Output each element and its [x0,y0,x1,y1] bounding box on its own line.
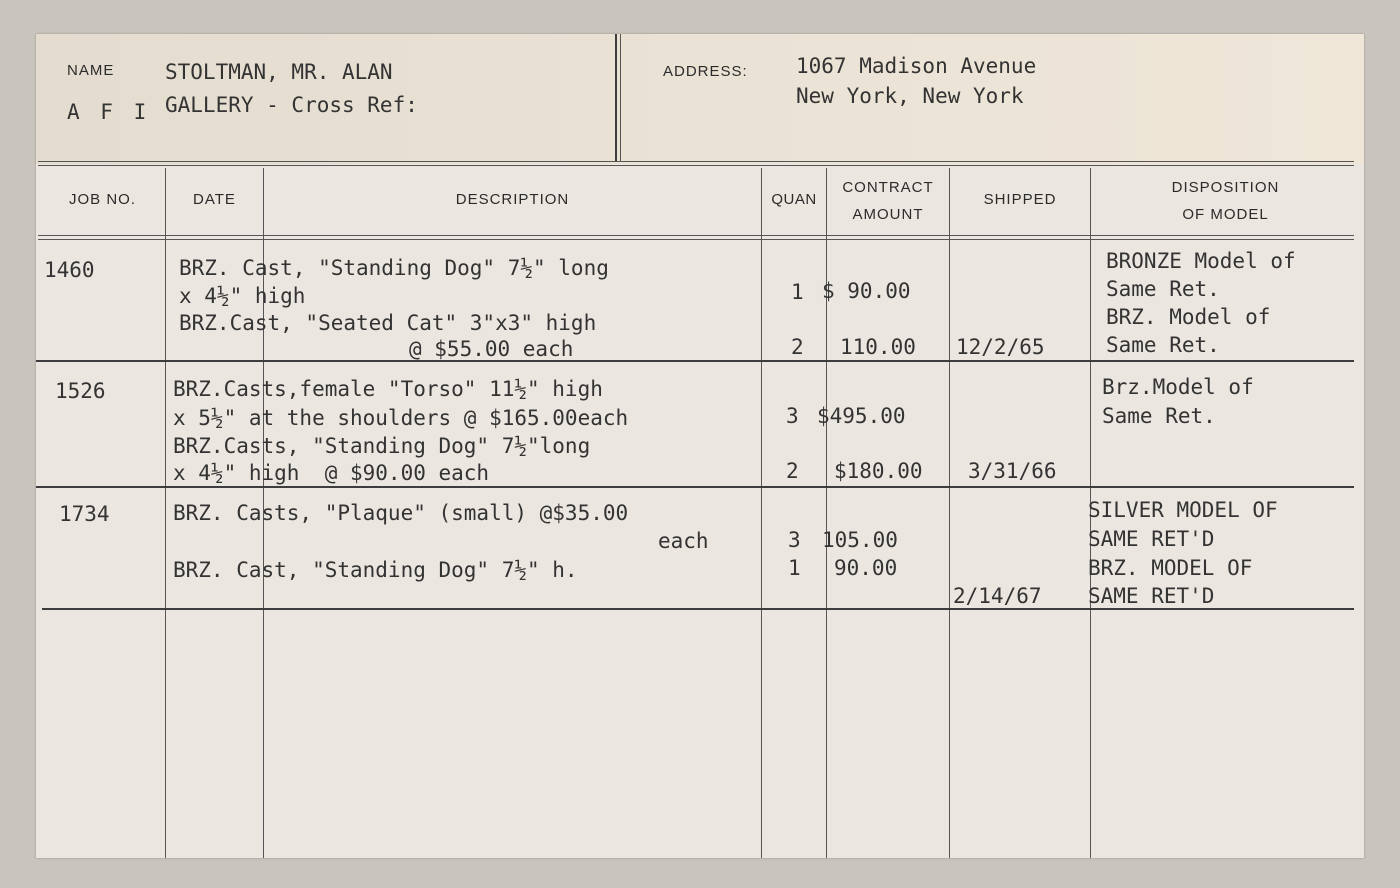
description-line: x 4½" high [179,284,306,308]
disposition-line: BRZ. MODEL OF [1088,556,1253,580]
quantity: 1 [791,280,804,304]
divider-job-date [165,168,166,858]
quantity: 3 [788,528,801,552]
disposition-line: SAME RET'D [1088,527,1215,551]
disposition-line: BRZ. Model of [1106,305,1271,329]
description-line: BRZ. Cast, "Standing Dog" 7½" h. [173,558,578,582]
shipped-date: 2/14/67 [953,584,1042,608]
column-disposition-1: DISPOSITION [1171,179,1280,196]
disposition-line: SAME RET'D [1088,584,1215,608]
description-line: BRZ. Cast, "Standing Dog" 7½" long [179,256,609,280]
quantity: 3 [786,404,799,428]
name-label: NAME [67,62,115,79]
address-label: ADDRESS: [663,63,748,80]
description-line: BRZ.Casts,female "Torso" 11½" high [173,377,603,401]
column-shipped: SHIPPED [983,191,1057,208]
shipped-date: 3/31/66 [968,459,1057,483]
column-contract-amount-2: AMOUNT [852,206,924,223]
divider-quan-amount [826,168,827,858]
description-line: BRZ.Casts, "Standing Dog" 7½"long [173,434,591,458]
description-line: each [658,529,709,553]
disposition-line: BRONZE Model of [1106,249,1296,273]
row-separator-3 [42,608,1354,610]
contract-amount: 90.00 [834,556,898,580]
contract-amount: 110.00 [840,335,916,359]
quantity: 2 [791,335,804,359]
description-line: BRZ. Casts, "Plaque" (small) @$35.00 [173,501,629,525]
header-rule-2 [38,165,1354,166]
column-disposition-2: OF MODEL [1182,206,1269,223]
contract-amount: $ 90.00 [822,279,911,303]
divider-desc-quan [761,168,762,858]
column-job-no: JOB NO. [68,191,136,208]
quantity: 2 [786,459,799,483]
heading-rule-2 [38,239,1354,240]
cross-ref-prefix: A F I [67,100,151,124]
quantity: 1 [788,556,801,580]
disposition-line: Same Ret. [1106,277,1220,301]
column-date: DATE [193,191,236,208]
column-contract-amount-1: CONTRACT [842,179,934,196]
header-divider-inner [620,34,621,162]
disposition-line: Same Ret. [1102,404,1216,428]
description-line: x 4½" high @ $90.00 each [173,461,490,485]
row-separator-1 [36,360,1354,362]
header-rule [38,161,1354,162]
column-quan: QUAN [771,191,817,208]
description-line: BRZ.Cast, "Seated Cat" 3"x3" high [179,311,597,335]
job-number: 1526 [55,379,106,403]
record-card [36,34,1364,858]
disposition-line: Brz.Model of [1102,375,1254,399]
job-number: 1734 [59,502,110,526]
disposition-line: Same Ret. [1106,333,1220,357]
description-line: x 5½" at the shoulders @ $165.00each [173,406,629,430]
header-divider [615,34,617,162]
contract-amount: 105.00 [822,528,898,552]
address-line1: 1067 Madison Avenue [796,54,1037,78]
cross-ref-text: GALLERY - Cross Ref: [165,93,418,117]
description-line: @ $55.00 each [409,337,574,361]
row-separator-2 [36,486,1354,488]
job-number: 1460 [44,258,95,282]
contract-amount: $180.00 [834,459,923,483]
contract-amount: $495.00 [817,404,906,428]
column-description: DESCRIPTION [455,191,570,208]
name-value: STOLTMAN, MR. ALAN [165,60,393,84]
disposition-line: SILVER MODEL OF [1088,498,1278,522]
shipped-date: 12/2/65 [956,335,1045,359]
divider-amount-shipped [949,168,950,858]
address-line2: New York, New York [796,84,1024,108]
heading-rule [38,235,1354,236]
